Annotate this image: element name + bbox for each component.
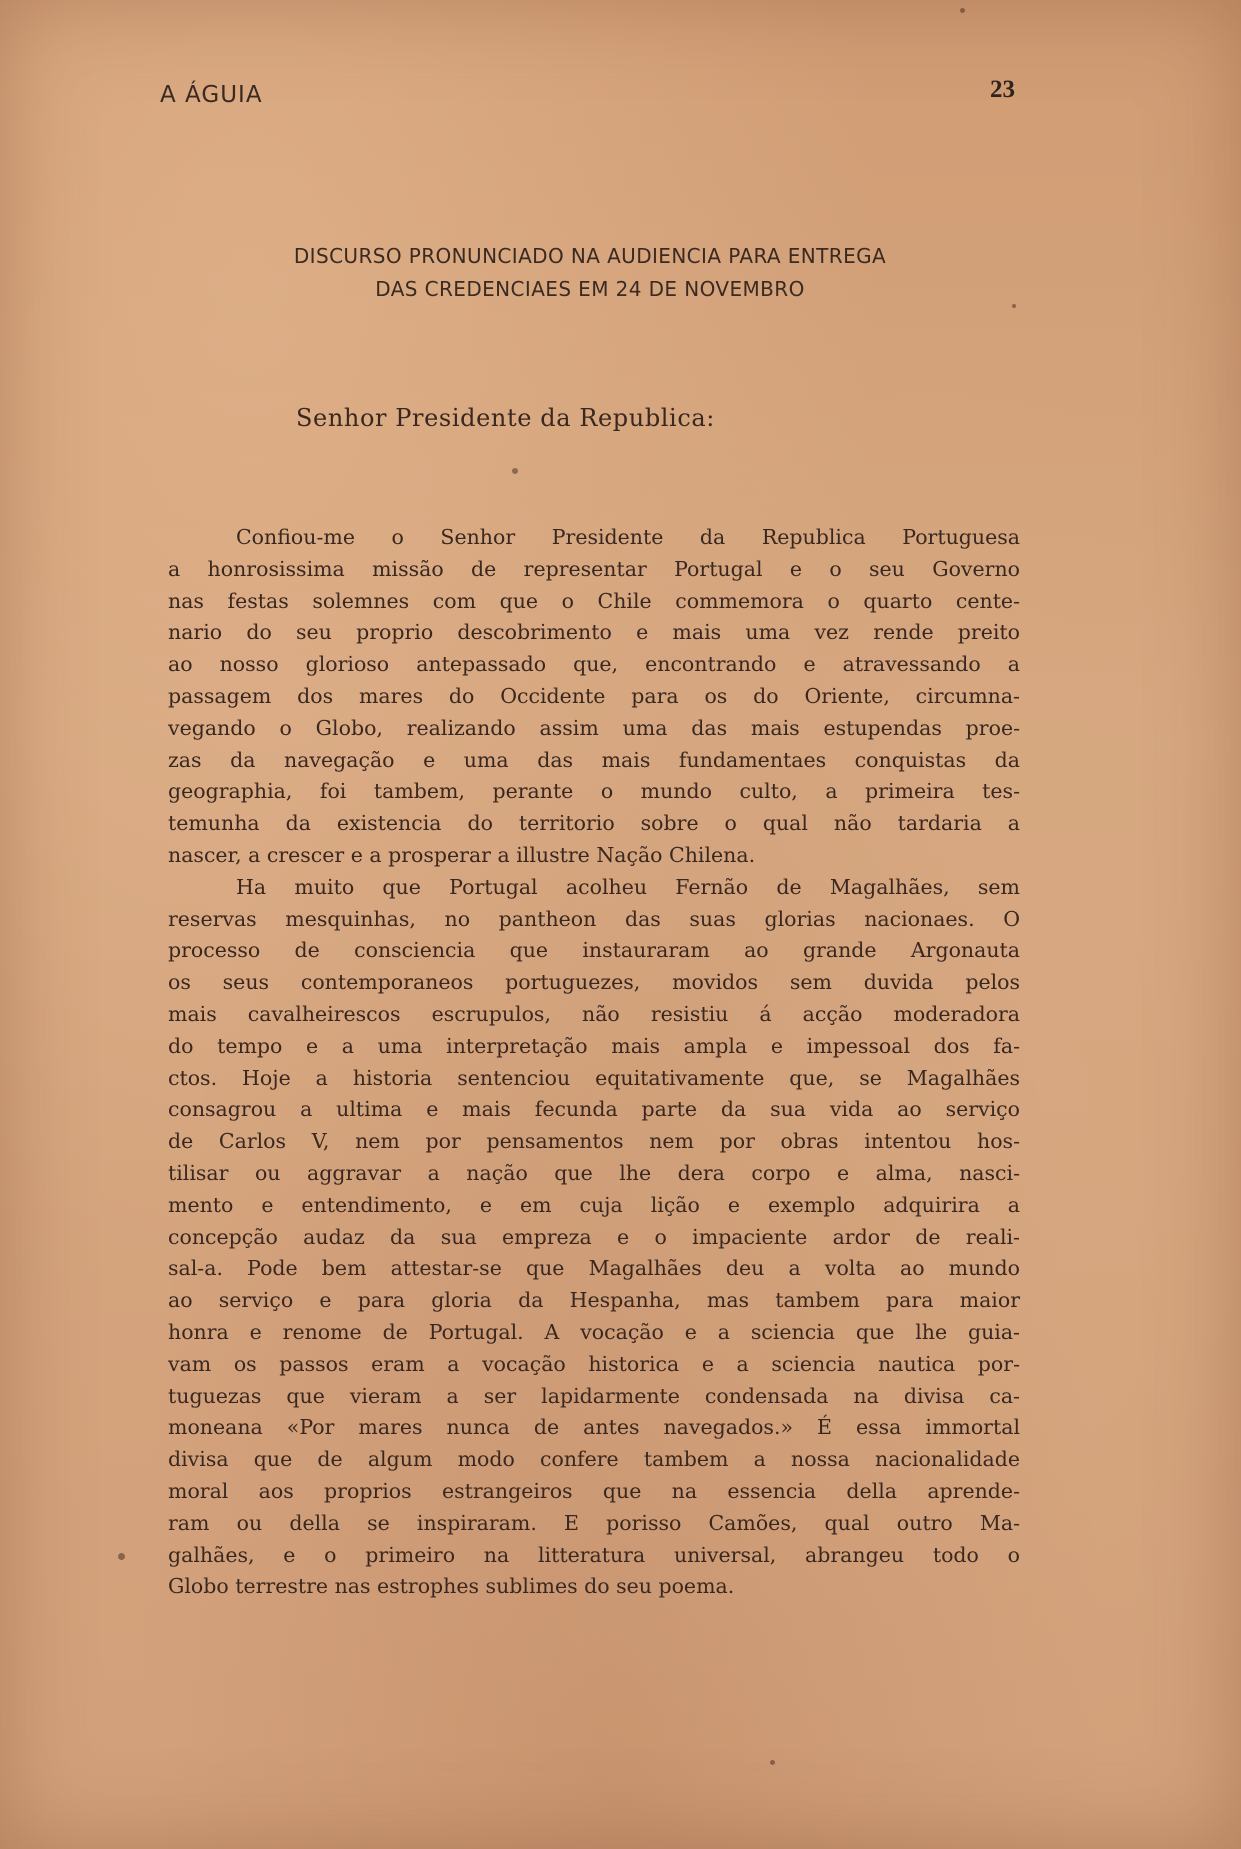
text-line: os seus contemporaneos portuguezes, movidos sem duvida pelos — [168, 970, 1020, 995]
paper-speck — [512, 468, 518, 474]
text-line: Ha muito que Portugal acolheu Fernão de Magalhães, sem — [236, 874, 1020, 899]
paper-speck — [770, 1760, 775, 1765]
paper-speck — [118, 1553, 125, 1560]
text-line: vam os passos eram a vocação historica e a sciencia nautica por- — [168, 1351, 1020, 1376]
text-line: a honrosissima missão de representar Portugal e o seu Governo — [168, 556, 1020, 581]
text-line: de Carlos V, nem por pensamentos nem por obras intentou hos- — [168, 1129, 1020, 1154]
text-line: Globo terrestre nas estrophes sublimes do seu poema. — [168, 1574, 735, 1599]
text-line: consagrou a ultima e mais fecunda parte da sua vida ao serviço — [168, 1097, 1020, 1122]
paper-speck — [960, 8, 965, 13]
salutation: Senhor Presidente da Republica: — [296, 404, 715, 432]
text-line: ram ou della se inspiraram. E porisso Camões, qual outro Ma- — [168, 1510, 1020, 1535]
text-line: concepção audaz da sua empreza e o impaciente ardor de reali- — [168, 1224, 1020, 1249]
text-line: ao serviço e para gloria da Hespanha, mas tambem para maior — [168, 1288, 1020, 1313]
text-line: passagem dos mares do Occidente para os do Oriente, circumna- — [168, 683, 1020, 708]
paper-speck — [1012, 304, 1016, 308]
text-line: temunha da existencia do territorio sobre o qual não tardaria a — [168, 811, 1020, 836]
text-line: nario do seu proprio descobrimento e mais uma vez rende preito — [168, 620, 1020, 645]
text-line: do tempo e a uma interpretação mais ampla e impessoal dos fa- — [168, 1033, 1020, 1058]
text-line: processo de consciencia que instauraram ao grande Argonauta — [168, 938, 1020, 963]
text-line: sal-a. Pode bem attestar-se que Magalhães deu a volta ao mundo — [168, 1256, 1020, 1281]
text-line: divisa que de algum modo confere tambem a nossa nacionalidade — [168, 1447, 1020, 1472]
text-line: geographia, foi tambem, perante o mundo culto, a primeira tes- — [168, 779, 1020, 804]
text-line: zas da navegação e uma das mais fundamentaes conquistas da — [168, 747, 1020, 772]
text-line: mais cavalheirescos escrupulos, não resistiu á acção moderadora — [168, 1001, 1020, 1026]
text-line: honra e renome de Portugal. A vocação e a sciencia que lhe guia- — [168, 1319, 1020, 1344]
text-line: ctos. Hoje a historia sentenciou equitativamente que, se Magalhães — [168, 1065, 1020, 1090]
text-line: reservas mesquinhas, no pantheon das suas glorias nacionaes. O — [168, 906, 1020, 931]
running-head: A ÁGUIA — [160, 82, 263, 108]
title-line: DAS CREDENCIAES EM 24 DE NOVEMBRO — [375, 277, 805, 301]
text-line: galhães, e o primeiro na litteratura universal, abrangeu todo o — [168, 1542, 1020, 1567]
text-line: tuguezas que vieram a ser lapidarmente condensada na divisa ca- — [168, 1383, 1020, 1408]
text-line: ao nosso glorioso antepassado que, encontrando e atravessando a — [168, 652, 1020, 677]
body-text — [168, 522, 1020, 1603]
text-line: Confiou-me o Senhor Presidente da Republica Portuguesa — [236, 525, 1020, 549]
text-line: mento e entendimento, e em cuja lição e exemplo adquirira a — [168, 1192, 1020, 1217]
text-line: moral aos proprios estrangeiros que na essencia della aprende- — [168, 1478, 1020, 1503]
speech-title — [230, 240, 950, 306]
text-line: tilisar ou aggravar a nação que lhe dera corpo e alma, nasci- — [168, 1160, 1020, 1185]
text-line: moneana «Por mares nunca de antes navegados.» É essa immortal — [168, 1415, 1020, 1440]
text-line: nascer, a crescer e a prosperar a illustre Nação Chilena. — [168, 842, 756, 867]
text-line: nas festas solemnes com que o Chile commemora o quarto cente- — [168, 588, 1020, 613]
text-line: vegando o Globo, realizando assim uma das mais estupendas proe- — [168, 715, 1020, 740]
page-number: 23 — [990, 76, 1015, 103]
title-line: DISCURSO PRONUNCIADO NA AUDIENCIA PARA ENTREGA — [293, 244, 887, 268]
